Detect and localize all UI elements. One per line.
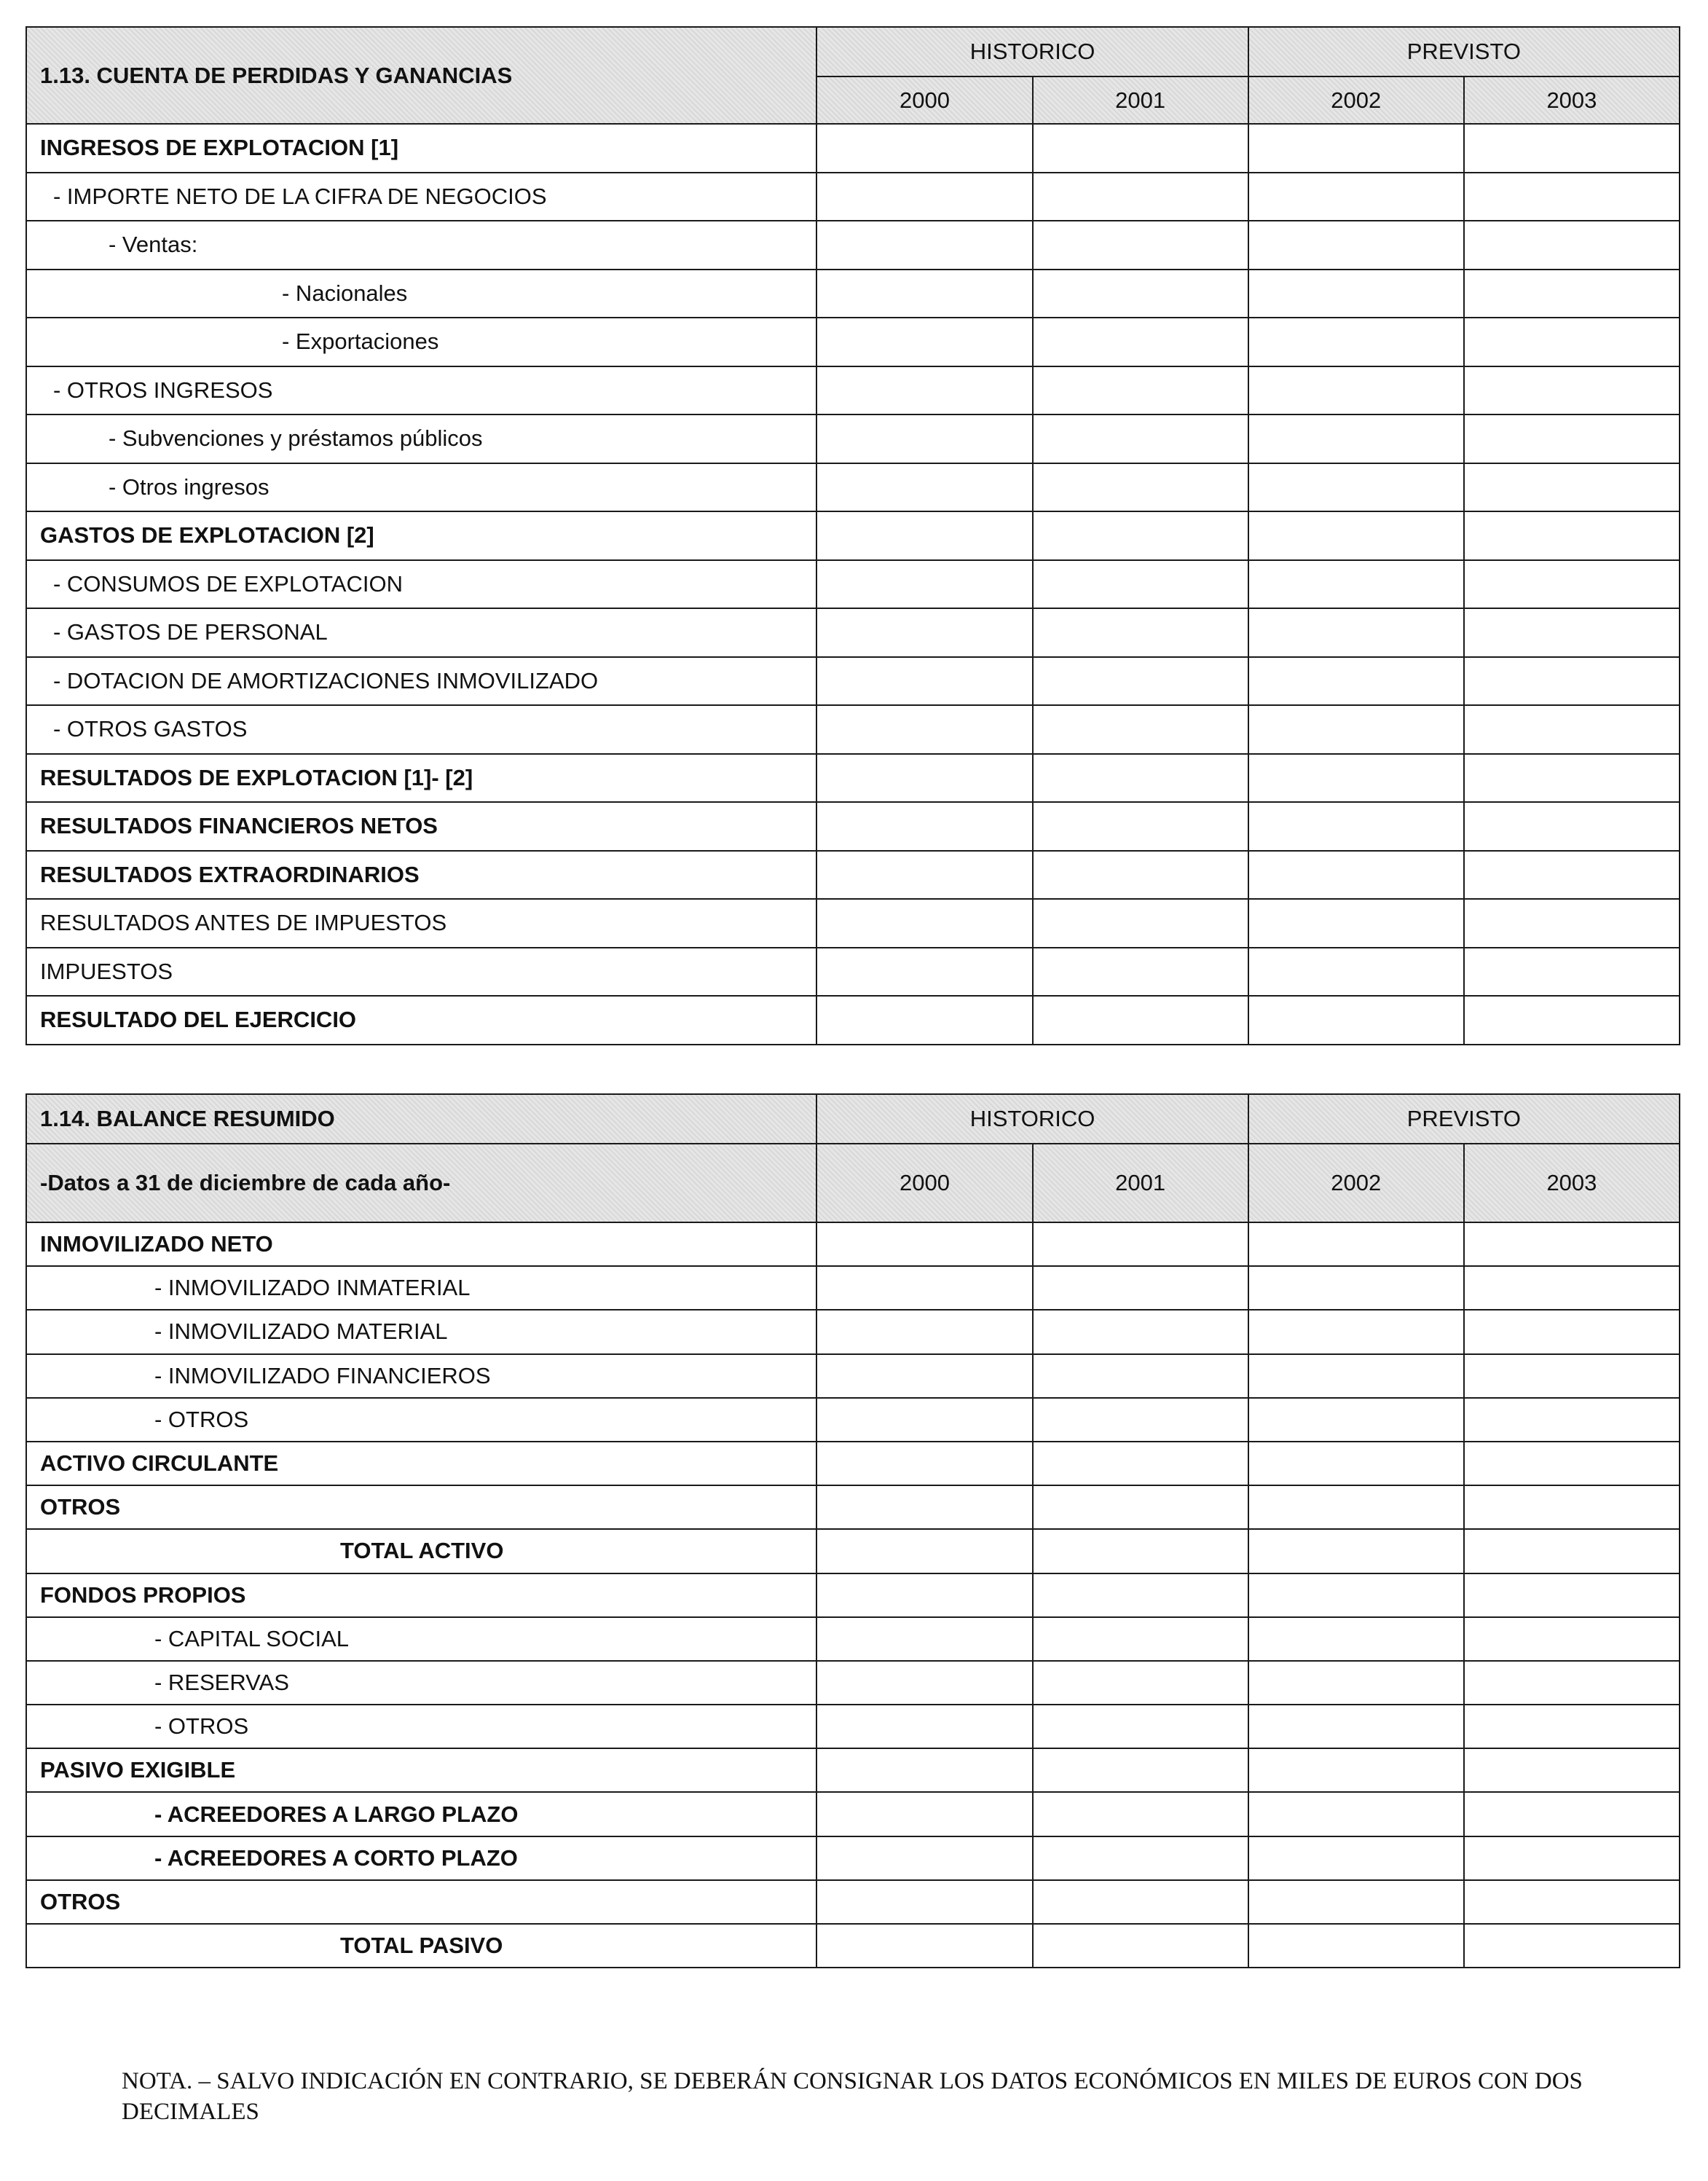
year-value-cell[interactable] xyxy=(1464,1310,1680,1353)
row-label: TOTAL ACTIVO xyxy=(26,1529,816,1573)
balance-table-subtitle: -Datos a 31 de diciembre de cada año- xyxy=(26,1144,816,1222)
year-value-cell[interactable] xyxy=(1464,414,1680,463)
row-label: - DOTACION DE AMORTIZACIONES INMOVILIZADO xyxy=(26,657,816,706)
year-value-cell[interactable] xyxy=(816,270,1032,318)
table-row xyxy=(26,463,1680,512)
year-value-cell[interactable] xyxy=(816,996,1032,1045)
year-value-cell[interactable] xyxy=(816,463,1032,512)
year-value-cell[interactable] xyxy=(1248,1222,1464,1266)
year-value-cell[interactable] xyxy=(1464,124,1680,173)
table-row xyxy=(26,1222,1680,1266)
year-value-cell[interactable] xyxy=(1464,1661,1680,1705)
year-value-cell[interactable] xyxy=(1248,414,1464,463)
year-value-cell[interactable] xyxy=(1464,366,1680,415)
balance-year-header-row xyxy=(26,1144,1680,1222)
year-value-cell[interactable] xyxy=(816,1617,1032,1661)
year-value-cell[interactable] xyxy=(1033,1573,1248,1617)
row-label: - ACREEDORES A LARGO PLAZO xyxy=(26,1792,816,1836)
year-value-cell[interactable] xyxy=(1464,463,1680,512)
year-value-cell[interactable] xyxy=(816,1924,1032,1968)
table-row xyxy=(26,1705,1680,1748)
table-row xyxy=(26,996,1680,1045)
year-value-cell[interactable] xyxy=(1248,124,1464,173)
table-row xyxy=(26,1617,1680,1661)
table-row xyxy=(26,560,1680,609)
year-value-cell[interactable] xyxy=(1464,318,1680,366)
table-row xyxy=(26,1836,1680,1880)
row-label: - Ventas: xyxy=(26,221,816,270)
year-value-cell[interactable] xyxy=(1464,608,1680,657)
balance-table-title: 1.14. BALANCE RESUMIDO xyxy=(26,1094,816,1144)
year-value-cell[interactable] xyxy=(1033,560,1248,609)
row-label: RESULTADOS FINANCIEROS NETOS xyxy=(26,802,816,851)
year-value-cell[interactable] xyxy=(1033,608,1248,657)
row-label: TOTAL PASIVO xyxy=(26,1924,816,1968)
year-value-cell[interactable] xyxy=(1033,996,1248,1045)
year-value-cell[interactable] xyxy=(816,899,1032,948)
table-row xyxy=(26,366,1680,415)
year-value-cell[interactable] xyxy=(816,1529,1032,1573)
row-label: RESULTADOS ANTES DE IMPUESTOS xyxy=(26,899,816,948)
balance-year-2002: 2002 xyxy=(1248,1144,1464,1222)
table-row xyxy=(26,899,1680,948)
year-value-cell[interactable] xyxy=(1464,1266,1680,1310)
row-label: - INMOVILIZADO FINANCIEROS xyxy=(26,1354,816,1398)
year-value-cell[interactable] xyxy=(1248,1573,1464,1617)
balance-year-2000: 2000 xyxy=(816,1144,1032,1222)
row-label: - OTROS xyxy=(26,1398,816,1442)
table-row xyxy=(26,1573,1680,1617)
year-value-cell[interactable] xyxy=(1464,1924,1680,1968)
year-value-cell[interactable] xyxy=(1248,754,1464,803)
year-value-cell[interactable] xyxy=(1033,318,1248,366)
year-value-cell[interactable] xyxy=(816,1442,1032,1485)
row-label: - INMOVILIZADO INMATERIAL xyxy=(26,1266,816,1310)
year-value-cell[interactable] xyxy=(1033,1485,1248,1529)
pyg-year-2003: 2003 xyxy=(1464,76,1680,124)
row-label: - Otros ingresos xyxy=(26,463,816,512)
year-value-cell[interactable] xyxy=(1248,560,1464,609)
cuenta-perdidas-ganancias-table xyxy=(25,26,1680,1045)
year-value-cell[interactable] xyxy=(1033,802,1248,851)
year-value-cell[interactable] xyxy=(816,1310,1032,1353)
year-value-cell[interactable] xyxy=(1033,1836,1248,1880)
year-value-cell[interactable] xyxy=(1033,124,1248,173)
year-value-cell[interactable] xyxy=(816,1222,1032,1266)
table-row xyxy=(26,657,1680,706)
table-row xyxy=(26,705,1680,754)
year-value-cell[interactable] xyxy=(1033,1924,1248,1968)
year-value-cell[interactable] xyxy=(1464,1222,1680,1266)
year-value-cell[interactable] xyxy=(1033,705,1248,754)
year-value-cell[interactable] xyxy=(1248,657,1464,706)
table-row xyxy=(26,948,1680,997)
pyg-previsto-header: PREVISTO xyxy=(1248,27,1680,76)
year-value-cell[interactable] xyxy=(816,1573,1032,1617)
table-row xyxy=(26,1310,1680,1353)
row-label: FONDOS PROPIOS xyxy=(26,1573,816,1617)
balance-year-2001: 2001 xyxy=(1033,1144,1248,1222)
row-label: - OTROS GASTOS xyxy=(26,705,816,754)
year-value-cell[interactable] xyxy=(1248,463,1464,512)
year-value-cell[interactable] xyxy=(1033,851,1248,900)
year-value-cell[interactable] xyxy=(1464,1880,1680,1924)
year-value-cell[interactable] xyxy=(816,1398,1032,1442)
year-value-cell[interactable] xyxy=(1033,1880,1248,1924)
year-value-cell[interactable] xyxy=(1033,948,1248,997)
year-value-cell[interactable] xyxy=(816,754,1032,803)
year-value-cell[interactable] xyxy=(1248,1266,1464,1310)
table-row xyxy=(26,1529,1680,1573)
year-value-cell[interactable] xyxy=(1248,1661,1464,1705)
year-value-cell[interactable] xyxy=(1464,1442,1680,1485)
pyg-year-2001: 2001 xyxy=(1033,76,1248,124)
table-row xyxy=(26,318,1680,366)
row-label: PASIVO EXIGIBLE xyxy=(26,1748,816,1792)
row-label: INMOVILIZADO NETO xyxy=(26,1222,816,1266)
year-value-cell[interactable] xyxy=(1464,948,1680,997)
year-value-cell[interactable] xyxy=(816,705,1032,754)
row-label: - OTROS xyxy=(26,1705,816,1748)
table-row xyxy=(26,124,1680,173)
year-value-cell[interactable] xyxy=(1248,996,1464,1045)
row-label: - INMOVILIZADO MATERIAL xyxy=(26,1310,816,1353)
year-value-cell[interactable] xyxy=(1464,270,1680,318)
year-value-cell[interactable] xyxy=(1464,560,1680,609)
year-value-cell[interactable] xyxy=(1033,366,1248,415)
year-value-cell[interactable] xyxy=(816,1792,1032,1836)
year-value-cell[interactable] xyxy=(1464,996,1680,1045)
pyg-year-2002: 2002 xyxy=(1248,76,1464,124)
year-value-cell[interactable] xyxy=(816,366,1032,415)
year-value-cell[interactable] xyxy=(1464,851,1680,900)
year-value-cell[interactable] xyxy=(1248,1442,1464,1485)
year-value-cell[interactable] xyxy=(1033,1661,1248,1705)
year-value-cell[interactable] xyxy=(816,657,1032,706)
table-row xyxy=(26,511,1680,560)
row-label: RESULTADOS DE EXPLOTACION [1]- [2] xyxy=(26,754,816,803)
year-value-cell[interactable] xyxy=(1033,1266,1248,1310)
row-label: - GASTOS DE PERSONAL xyxy=(26,608,816,657)
year-value-cell[interactable] xyxy=(1248,1617,1464,1661)
year-value-cell[interactable] xyxy=(1033,1792,1248,1836)
year-value-cell[interactable] xyxy=(816,1748,1032,1792)
nota-footnote: NOTA. – SALVO INDICACIÓN EN CONTRARIO, SE DEBERÁN CONSIGNAR LOS DATOS ECONÓMICOS EN MILES DE EUROS CON DOS DECIMALES xyxy=(122,2068,1583,2125)
year-value-cell[interactable] xyxy=(816,948,1032,997)
year-value-cell[interactable] xyxy=(1464,1485,1680,1529)
table-row xyxy=(26,1485,1680,1529)
balance-group-header-row xyxy=(26,1094,1680,1144)
pyg-table-body xyxy=(26,27,1680,1045)
year-value-cell[interactable] xyxy=(816,511,1032,560)
year-value-cell[interactable] xyxy=(1464,754,1680,803)
table-row xyxy=(26,754,1680,803)
table-row xyxy=(26,1880,1680,1924)
year-value-cell[interactable] xyxy=(1248,1748,1464,1792)
year-value-cell[interactable] xyxy=(1033,1617,1248,1661)
year-value-cell[interactable] xyxy=(1464,1573,1680,1617)
year-value-cell[interactable] xyxy=(1033,754,1248,803)
year-value-cell[interactable] xyxy=(1248,1792,1464,1836)
year-value-cell[interactable] xyxy=(1033,657,1248,706)
row-label: ACTIVO CIRCULANTE xyxy=(26,1442,816,1485)
row-label: - IMPORTE NETO DE LA CIFRA DE NEGOCIOS xyxy=(26,173,816,221)
year-value-cell[interactable] xyxy=(1033,1748,1248,1792)
balance-resumido-table xyxy=(25,1093,1680,1968)
balance-table-body xyxy=(26,1094,1680,1968)
table-row xyxy=(26,1442,1680,1485)
year-value-cell[interactable] xyxy=(816,1836,1032,1880)
year-value-cell[interactable] xyxy=(1464,1398,1680,1442)
table-row xyxy=(26,851,1680,900)
year-value-cell[interactable] xyxy=(1464,705,1680,754)
year-value-cell[interactable] xyxy=(1464,1748,1680,1792)
year-value-cell[interactable] xyxy=(1248,1880,1464,1924)
table-row xyxy=(26,1661,1680,1705)
year-value-cell[interactable] xyxy=(1248,948,1464,997)
table-row xyxy=(26,173,1680,221)
row-label: - OTROS INGRESOS xyxy=(26,366,816,415)
year-value-cell[interactable] xyxy=(1248,851,1464,900)
row-label: GASTOS DE EXPLOTACION [2] xyxy=(26,511,816,560)
year-value-cell[interactable] xyxy=(1248,608,1464,657)
table-row xyxy=(26,1266,1680,1310)
year-value-cell[interactable] xyxy=(1033,1398,1248,1442)
year-value-cell[interactable] xyxy=(1464,1354,1680,1398)
year-value-cell[interactable] xyxy=(1248,1354,1464,1398)
year-value-cell[interactable] xyxy=(816,1266,1032,1310)
pyg-group-header-row xyxy=(26,27,1680,76)
row-label: RESULTADOS EXTRAORDINARIOS xyxy=(26,851,816,900)
year-value-cell[interactable] xyxy=(1464,1705,1680,1748)
year-value-cell[interactable] xyxy=(1033,270,1248,318)
year-value-cell[interactable] xyxy=(816,1661,1032,1705)
table-row xyxy=(26,270,1680,318)
row-label: - Nacionales xyxy=(26,270,816,318)
year-value-cell[interactable] xyxy=(816,173,1032,221)
year-value-cell[interactable] xyxy=(1248,1529,1464,1573)
pyg-year-2000: 2000 xyxy=(816,76,1032,124)
row-label: - ACREEDORES A CORTO PLAZO xyxy=(26,1836,816,1880)
year-value-cell[interactable] xyxy=(1033,1222,1248,1266)
year-value-cell[interactable] xyxy=(816,318,1032,366)
year-value-cell[interactable] xyxy=(1464,802,1680,851)
table-row xyxy=(26,1792,1680,1836)
year-value-cell[interactable] xyxy=(1248,270,1464,318)
year-value-cell[interactable] xyxy=(1464,657,1680,706)
year-value-cell[interactable] xyxy=(1248,1924,1464,1968)
balance-year-2003: 2003 xyxy=(1464,1144,1680,1222)
year-value-cell[interactable] xyxy=(816,851,1032,900)
year-value-cell[interactable] xyxy=(1464,511,1680,560)
year-value-cell[interactable] xyxy=(1464,1529,1680,1573)
row-label: - CONSUMOS DE EXPLOTACION xyxy=(26,560,816,609)
year-value-cell[interactable] xyxy=(816,221,1032,270)
year-value-cell[interactable] xyxy=(816,1485,1032,1529)
year-value-cell[interactable] xyxy=(1248,1705,1464,1748)
year-value-cell[interactable] xyxy=(1248,705,1464,754)
year-value-cell[interactable] xyxy=(1248,511,1464,560)
year-value-cell[interactable] xyxy=(1033,1705,1248,1748)
row-label: OTROS xyxy=(26,1880,816,1924)
row-label: - CAPITAL SOCIAL xyxy=(26,1617,816,1661)
row-label: - Exportaciones xyxy=(26,318,816,366)
year-value-cell[interactable] xyxy=(1248,318,1464,366)
year-value-cell[interactable] xyxy=(816,124,1032,173)
year-value-cell[interactable] xyxy=(1464,1792,1680,1836)
year-value-cell[interactable] xyxy=(1248,1398,1464,1442)
year-value-cell[interactable] xyxy=(816,608,1032,657)
year-value-cell[interactable] xyxy=(816,802,1032,851)
year-value-cell[interactable] xyxy=(1033,1310,1248,1353)
year-value-cell[interactable] xyxy=(1464,1836,1680,1880)
row-label: - RESERVAS xyxy=(26,1661,816,1705)
year-value-cell[interactable] xyxy=(816,414,1032,463)
year-value-cell[interactable] xyxy=(1464,1617,1680,1661)
table-row xyxy=(26,1354,1680,1398)
year-value-cell[interactable] xyxy=(1033,173,1248,221)
year-value-cell[interactable] xyxy=(1033,1442,1248,1485)
year-value-cell[interactable] xyxy=(816,1880,1032,1924)
year-value-cell[interactable] xyxy=(1033,511,1248,560)
row-label: INGRESOS DE EXPLOTACION [1] xyxy=(26,124,816,173)
year-value-cell[interactable] xyxy=(1248,1836,1464,1880)
row-label: RESULTADO DEL EJERCICIO xyxy=(26,996,816,1045)
pyg-historico-header: HISTORICO xyxy=(816,27,1248,76)
year-value-cell[interactable] xyxy=(1248,1485,1464,1529)
year-value-cell[interactable] xyxy=(816,560,1032,609)
year-value-cell[interactable] xyxy=(1033,1354,1248,1398)
year-value-cell[interactable] xyxy=(816,1705,1032,1748)
year-value-cell[interactable] xyxy=(1248,899,1464,948)
balance-previsto-header: PREVISTO xyxy=(1248,1094,1680,1144)
year-value-cell[interactable] xyxy=(1248,173,1464,221)
year-value-cell[interactable] xyxy=(1248,802,1464,851)
row-label: IMPUESTOS xyxy=(26,948,816,997)
year-value-cell[interactable] xyxy=(1464,899,1680,948)
table-row xyxy=(26,1748,1680,1792)
year-value-cell[interactable] xyxy=(1464,221,1680,270)
year-value-cell[interactable] xyxy=(1248,221,1464,270)
year-value-cell[interactable] xyxy=(1033,463,1248,512)
year-value-cell[interactable] xyxy=(1464,173,1680,221)
table-row xyxy=(26,221,1680,270)
balance-historico-header: HISTORICO xyxy=(816,1094,1248,1144)
table-row xyxy=(26,802,1680,851)
year-value-cell[interactable] xyxy=(1033,899,1248,948)
table-row xyxy=(26,414,1680,463)
year-value-cell[interactable] xyxy=(1033,414,1248,463)
table-row xyxy=(26,1924,1680,1968)
row-label: - Subvenciones y préstamos públicos xyxy=(26,414,816,463)
pyg-table-title: 1.13. CUENTA DE PERDIDAS Y GANANCIAS xyxy=(26,27,816,124)
year-value-cell[interactable] xyxy=(816,1354,1032,1398)
table-row xyxy=(26,608,1680,657)
year-value-cell[interactable] xyxy=(1033,1529,1248,1573)
year-value-cell[interactable] xyxy=(1248,366,1464,415)
year-value-cell[interactable] xyxy=(1248,1310,1464,1353)
table-row xyxy=(26,1398,1680,1442)
row-label: OTROS xyxy=(26,1485,816,1529)
year-value-cell[interactable] xyxy=(1033,221,1248,270)
